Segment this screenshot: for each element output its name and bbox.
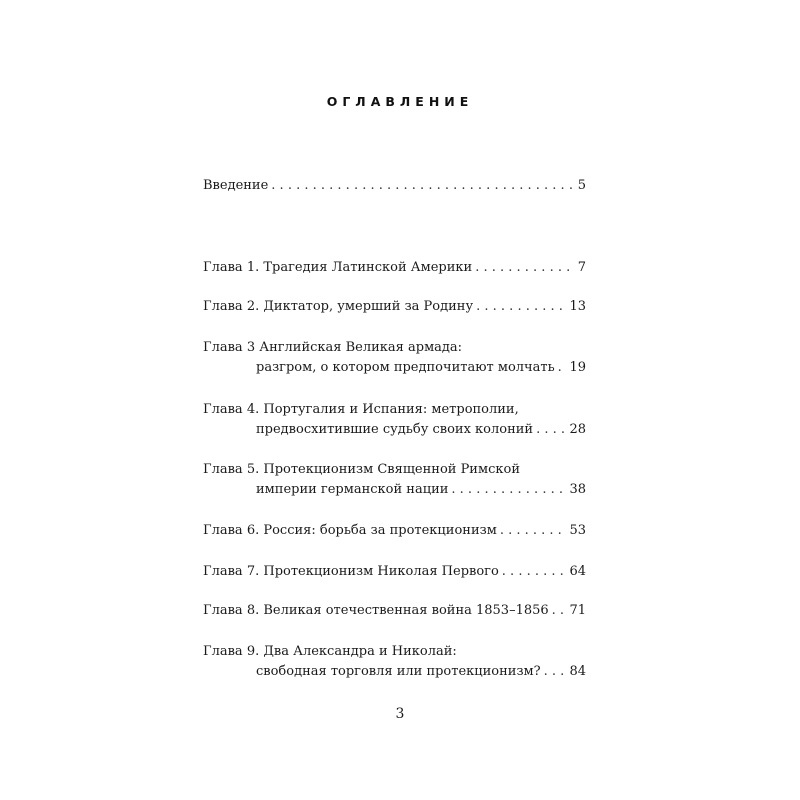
toc-entry-title: Глава 3 Английская Великая армада: (203, 340, 463, 355)
toc-entry-chapter-4 (203, 400, 586, 440)
toc-entry-chapter-3 (203, 338, 586, 378)
toc-line (203, 338, 586, 358)
toc-page-number: 53 (569, 523, 586, 538)
toc-entry-title: Глава 9. Два Александра и Николай: (203, 644, 457, 659)
toc-line (203, 258, 586, 278)
page-number: 3 (395, 706, 405, 722)
toc-page-number: 64 (569, 564, 586, 579)
toc-line (203, 176, 586, 196)
toc-entry-chapter-5 (203, 460, 586, 500)
toc-page-number: 19 (569, 360, 586, 375)
toc-line (203, 400, 586, 420)
dot-leader (558, 358, 567, 378)
toc-entry-introduction (203, 176, 586, 196)
toc-line (203, 601, 586, 621)
dot-leader (476, 297, 566, 317)
dot-leader (502, 562, 567, 582)
toc-line-continuation (203, 358, 586, 378)
dot-leader (451, 480, 566, 500)
toc-entry-subtitle: разгром, о котором предпочитают молчать (256, 360, 555, 375)
dot-leader (552, 601, 567, 621)
dot-leader (271, 176, 574, 196)
toc-line (203, 642, 586, 662)
toc-entry-title: Глава 5. Протекционизм Священной Римской (203, 462, 520, 477)
toc-entry-title: Глава 4. Португалия и Испания: метрополии, (203, 402, 519, 417)
toc-entry-title: Введение (203, 178, 269, 193)
toc-line (203, 297, 586, 317)
toc-entry-chapter-7 (203, 562, 586, 582)
toc-entry-title: Глава 7. Протекционизм Николая Первого (203, 564, 499, 579)
toc-page-number: 38 (569, 482, 586, 497)
toc-entry-title: Глава 6. Россия: борьба за протекционизм (203, 523, 497, 538)
toc-page-number: 71 (569, 603, 586, 618)
toc-line (203, 521, 586, 541)
dot-leader (500, 521, 567, 541)
toc-entry-title: Глава 1. Трагедия Латинской Америки (203, 260, 473, 275)
toc-entry-subtitle: предвосхитившие судьбу своих колоний (256, 422, 534, 437)
dot-leader (544, 662, 567, 682)
toc-entry-chapter-6 (203, 521, 586, 541)
toc-line (203, 460, 586, 480)
toc-page-number: 84 (569, 664, 586, 679)
toc-page-number: 5 (577, 178, 586, 193)
toc-entry-chapter-9 (203, 642, 586, 682)
toc-entry-chapter-2 (203, 297, 586, 317)
toc-entry-subtitle: свободная торговля или протекционизм? (256, 664, 541, 679)
toc-line-continuation (203, 480, 586, 500)
toc-page-number: 13 (569, 299, 586, 314)
toc-line-continuation (203, 662, 586, 682)
toc-entry-title: Глава 2. Диктатор, умерший за Родину (203, 299, 474, 314)
toc-page-number: 7 (577, 260, 586, 275)
toc-entry-title: Глава 8. Великая отечественная война 1853–1856 (203, 603, 549, 618)
toc-entry-chapter-8 (203, 601, 586, 621)
toc-page-number: 28 (569, 422, 586, 437)
toc-line (203, 562, 586, 582)
page-title: ОГЛАВЛЕНИЕ (326, 94, 474, 109)
dot-leader (536, 420, 566, 440)
toc-line-continuation (203, 420, 586, 440)
toc-entry-chapter-1 (203, 258, 586, 278)
dot-leader (475, 258, 575, 278)
toc-entry-subtitle: империи германской нации (256, 482, 449, 497)
